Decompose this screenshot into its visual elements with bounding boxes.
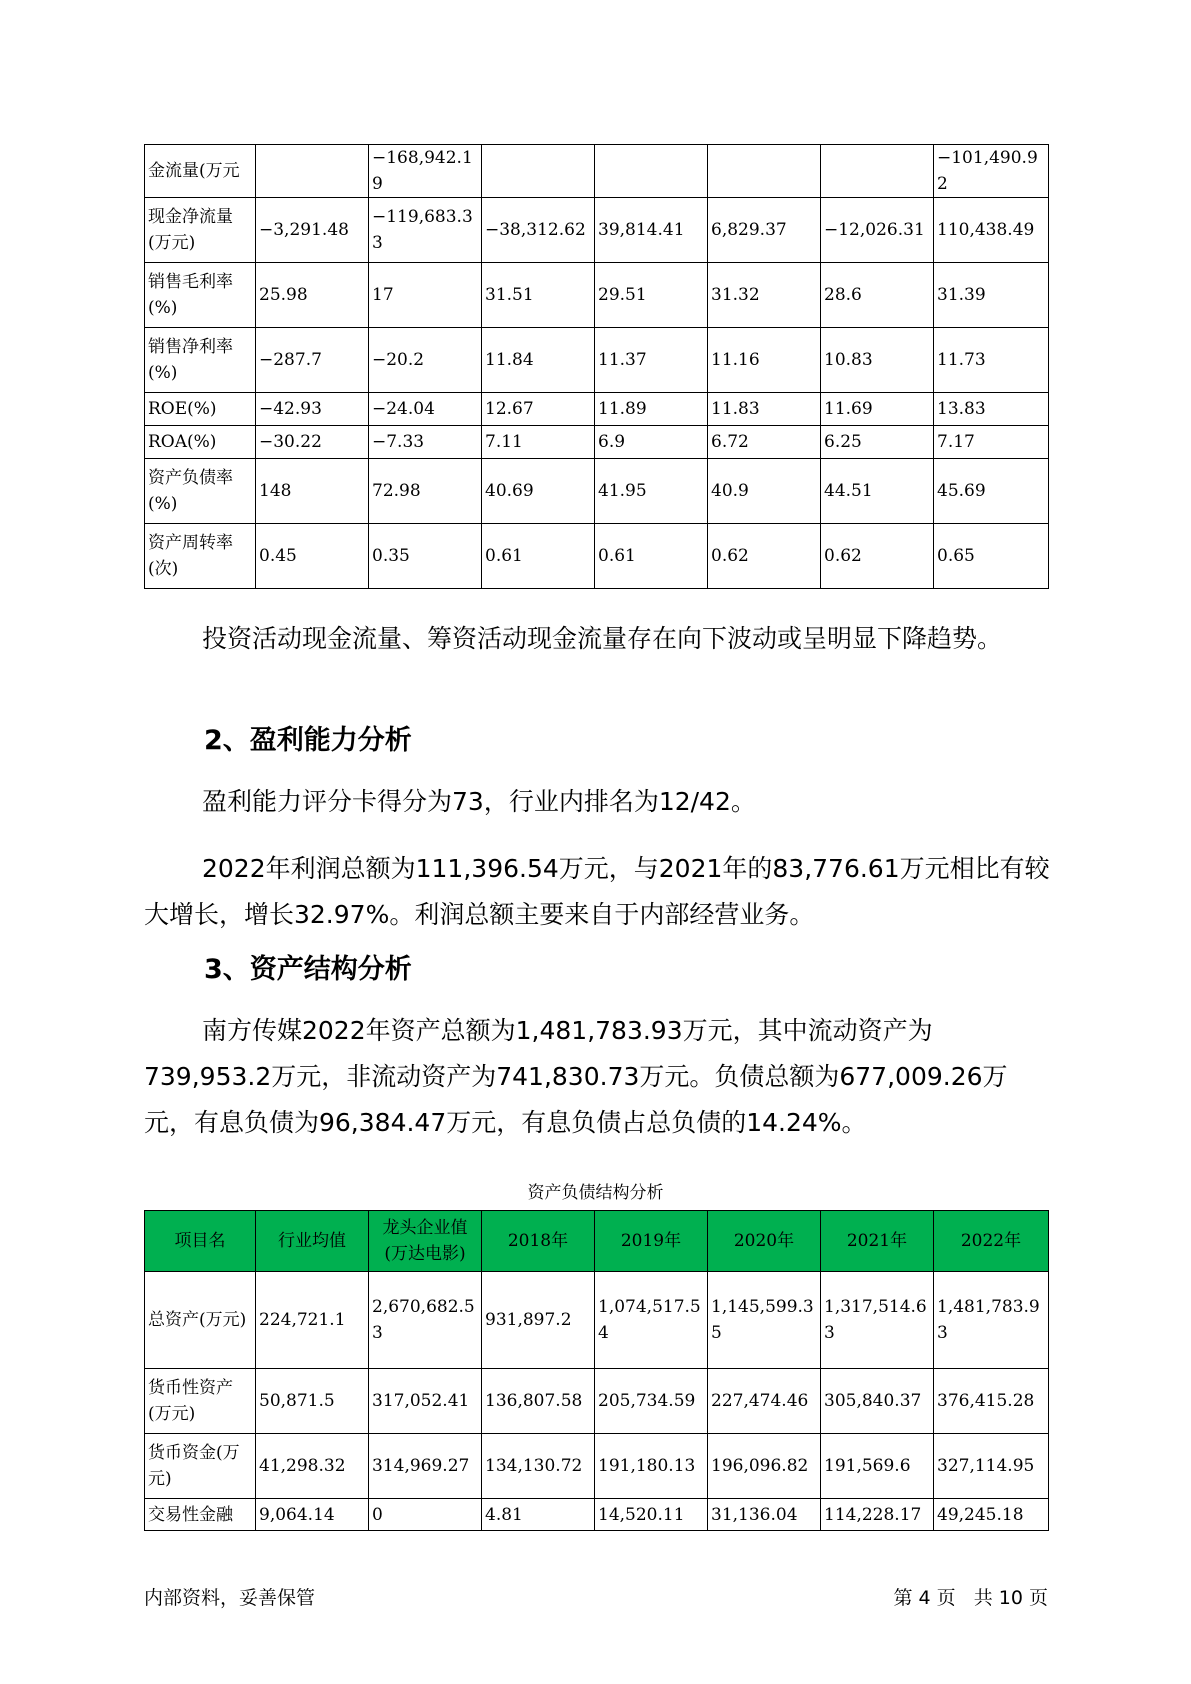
table-cell: −101,490.92 (934, 145, 1049, 198)
table-cell: −3,291.48 (256, 198, 369, 263)
table-cell: 6.9 (595, 426, 708, 459)
column-header: 行业均值 (256, 1211, 369, 1272)
table-cell: 305,840.37 (821, 1369, 934, 1434)
table-cell: 28.6 (821, 263, 934, 328)
column-header: 2021年 (821, 1211, 934, 1272)
table-cell: 6,829.37 (708, 198, 821, 263)
section-heading-profitability: 2、盈利能力分析 (204, 725, 412, 756)
table-cell: 7.11 (482, 426, 595, 459)
column-header: 项目名 (145, 1211, 256, 1272)
table-cell: 7.17 (934, 426, 1049, 459)
financial-ratio-table (144, 144, 1049, 589)
table-cell: 134,130.72 (482, 1434, 595, 1499)
table-cell: 31.32 (708, 263, 821, 328)
table-cell: 2,670,682.53 (369, 1272, 482, 1369)
table-cell: 0.35 (369, 524, 482, 589)
table-cell: −38,312.62 (482, 198, 595, 263)
asset-liability-table (144, 1210, 1049, 1531)
table-cell: 114,228.17 (821, 1499, 934, 1531)
row-label: 总资产(万元) (145, 1272, 256, 1369)
row-label: 货币性资产(万元) (145, 1369, 256, 1434)
table-cell: 1,145,599.35 (708, 1272, 821, 1369)
table-cell: 11.16 (708, 328, 821, 393)
table-cell: 6.25 (821, 426, 934, 459)
table-cell (595, 145, 708, 198)
table-cell: 0.45 (256, 524, 369, 589)
table-row (145, 1369, 1049, 1434)
table-row (145, 1499, 1049, 1531)
table-cell: 11.37 (595, 328, 708, 393)
row-label: 货币资金(万元) (145, 1434, 256, 1499)
column-header: 2020年 (708, 1211, 821, 1272)
table-cell: 25.98 (256, 263, 369, 328)
table-cell: 0.62 (821, 524, 934, 589)
paragraph-cashflow-trend: 投资活动现金流量、筹资活动现金流量存在向下波动或呈明显下降趋势。 (202, 624, 1003, 653)
table-cell: 12.67 (482, 393, 595, 426)
column-header: 2019年 (595, 1211, 708, 1272)
table-cell: 0.62 (708, 524, 821, 589)
row-label: 销售毛利率(%) (145, 263, 256, 328)
table-row (145, 198, 1049, 263)
table-row (145, 145, 1049, 198)
column-header: 2018年 (482, 1211, 595, 1272)
table-cell: 0.65 (934, 524, 1049, 589)
footer-confidential-note: 内部资料，妥善保管 (144, 1587, 316, 1609)
table-cell: 196,096.82 (708, 1434, 821, 1499)
table-cell: 327,114.95 (934, 1434, 1049, 1499)
table-cell: 17 (369, 263, 482, 328)
table-cell: 14,520.11 (595, 1499, 708, 1531)
row-label: 交易性金融 (145, 1499, 256, 1531)
table-cell: 0.61 (482, 524, 595, 589)
table-cell: 110,438.49 (934, 198, 1049, 263)
table-cell: 931,897.2 (482, 1272, 595, 1369)
section-heading-asset-structure: 3、资产结构分析 (204, 954, 412, 985)
table-caption: 资产负债结构分析 (527, 1183, 664, 1203)
row-label: 销售净利率(%) (145, 328, 256, 393)
table-cell: −42.93 (256, 393, 369, 426)
table-cell: 11.89 (595, 393, 708, 426)
table-cell: 39,814.41 (595, 198, 708, 263)
table-cell: 41,298.32 (256, 1434, 369, 1499)
table-cell: 11.73 (934, 328, 1049, 393)
table-cell: 31,136.04 (708, 1499, 821, 1531)
table-cell: −24.04 (369, 393, 482, 426)
table-cell: 31.51 (482, 263, 595, 328)
table-row (145, 426, 1049, 459)
table-row (145, 459, 1049, 524)
table-cell: 148 (256, 459, 369, 524)
table-cell: 45.69 (934, 459, 1049, 524)
table-cell: 1,074,517.54 (595, 1272, 708, 1369)
row-label: ROA(%) (145, 426, 256, 459)
table-cell: −30.22 (256, 426, 369, 459)
table-cell: 224,721.1 (256, 1272, 369, 1369)
table-cell: 191,180.13 (595, 1434, 708, 1499)
table-cell: −168,942.19 (369, 145, 482, 198)
column-header: 2022年 (934, 1211, 1049, 1272)
table-cell: 1,481,783.93 (934, 1272, 1049, 1369)
footer-page-number: 第 4 页 共 10 页 (893, 1587, 1048, 1609)
table-cell (708, 145, 821, 198)
table-cell: 1,317,514.63 (821, 1272, 934, 1369)
paragraph-asset-summary: 南方传媒2022年资产总额为1,481,783.93万元，其中流动资产为739,953.2万元，非流动资产为741,830.73万元。负债总额为677,009.26万元，有息负债为96,384.47万元，有息负债占总负债的14.24%。 (144, 1016, 1008, 1137)
table-cell (482, 145, 595, 198)
table-cell: 13.83 (934, 393, 1049, 426)
table-cell: 41.95 (595, 459, 708, 524)
table-row (145, 524, 1049, 589)
paragraph-total-profit: 2022年利润总额为111,396.54万元，与2021年的83,776.61万元相比有较大增长，增长32.97%。利润总额主要来自于内部经营业务。 (144, 854, 1050, 929)
table-cell: 314,969.27 (369, 1434, 482, 1499)
table-cell: 4.81 (482, 1499, 595, 1531)
table-cell: −119,683.33 (369, 198, 482, 263)
table-cell: 376,415.28 (934, 1369, 1049, 1434)
table-cell: 29.51 (595, 263, 708, 328)
table-cell: 0.61 (595, 524, 708, 589)
table-row (145, 328, 1049, 393)
table-cell: −7.33 (369, 426, 482, 459)
row-label: 资产周转率(次) (145, 524, 256, 589)
table-cell: 205,734.59 (595, 1369, 708, 1434)
table-cell: 40.9 (708, 459, 821, 524)
table-cell: 50,871.5 (256, 1369, 369, 1434)
table-row (145, 1434, 1049, 1499)
row-label: ROE(%) (145, 393, 256, 426)
table-cell: 227,474.46 (708, 1369, 821, 1434)
column-header: 龙头企业值(万达电影) (369, 1211, 482, 1272)
table-row (145, 1272, 1049, 1369)
table-cell: 31.39 (934, 263, 1049, 328)
table-cell: 72.98 (369, 459, 482, 524)
table-cell: 191,569.6 (821, 1434, 934, 1499)
table-cell: 11.83 (708, 393, 821, 426)
table-row (145, 263, 1049, 328)
table-cell (256, 145, 369, 198)
table-cell: 11.84 (482, 328, 595, 393)
table-cell: 44.51 (821, 459, 934, 524)
table-cell: 0 (369, 1499, 482, 1531)
table-cell: 49,245.18 (934, 1499, 1049, 1531)
row-label: 现金净流量(万元) (145, 198, 256, 263)
table-cell: 11.69 (821, 393, 934, 426)
table-cell: −287.7 (256, 328, 369, 393)
table-cell: 317,052.41 (369, 1369, 482, 1434)
table-cell: −20.2 (369, 328, 482, 393)
row-label: 资产负债率(%) (145, 459, 256, 524)
table-cell: 6.72 (708, 426, 821, 459)
table-cell: 10.83 (821, 328, 934, 393)
table-cell: 9,064.14 (256, 1499, 369, 1531)
table-cell: 136,807.58 (482, 1369, 595, 1434)
table-cell: 40.69 (482, 459, 595, 524)
table-row (145, 393, 1049, 426)
row-label: 金流量(万元 (145, 145, 256, 198)
table-cell (821, 145, 934, 198)
table-cell: −12,026.31 (821, 198, 934, 263)
table-header-row (145, 1211, 1049, 1272)
paragraph-profit-score: 盈利能力评分卡得分为73，行业内排名为12/42。 (202, 787, 756, 816)
